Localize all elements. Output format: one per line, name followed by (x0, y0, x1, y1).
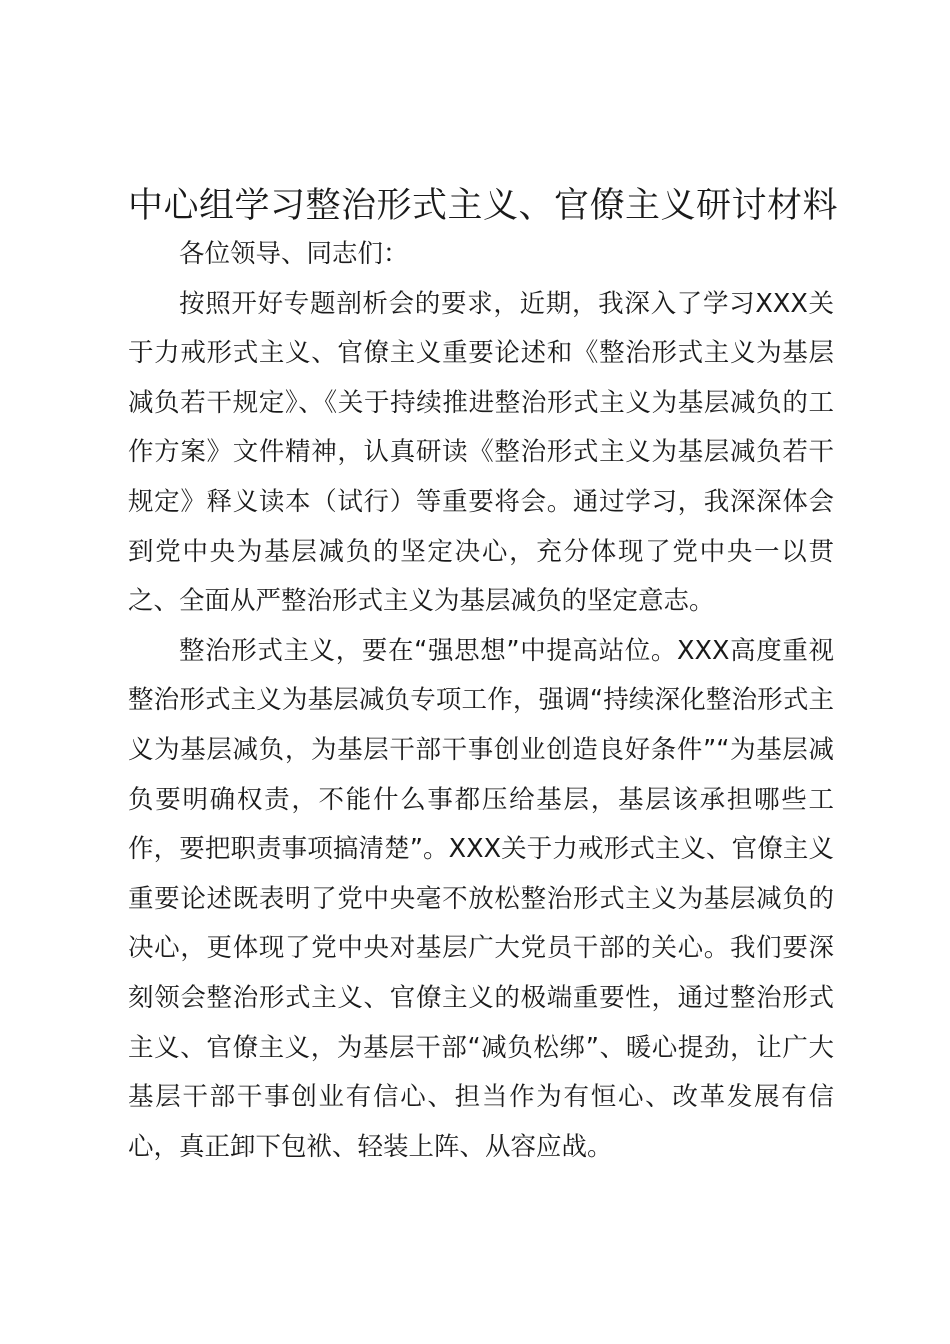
paragraph-strengthen-thinking: 整治形式主义，要在“强思想”中提高站位。XXX高度重视整治形式主义为基层减负专项工作，强调“持续深化整治形式主义为基层减负，为基层干部干事创业创造良好条件”“为基层减负要明确权责，不能什么事都压给基层，基层该承担哪些工作，要把职责事项搞清楚”。XXX关于力戒形式主义、官僚主义重要论述既表明了党中央毫不放松整治形式主义为基层减负的决心，更体现了党中央对基层广大党员干部的关心。我们要深刻领会整治形式主义、官僚主义的极端重要性，通过整治形式主义、官僚主义，为基层干部“减负松绑”、暖心提劲，让广大基层干部干事创业有信心、担当作为有恒心、改革发展有信心，真正卸下包袱、轻装上阵、从容应战。 (128, 635, 834, 1162)
document-body (128, 230, 834, 1172)
salutation: 各位领导、同志们： (179, 239, 409, 269)
paragraph-intro: 按照开好专题剖析会的要求，近期，我深入了学习XXX关于力戒形式主义、官僚主义重要论述和《整治形式主义为基层减负若干规定》、《关于持续推进整治形式主义为基层减负的工作方案》文件精神，认真研读《整治形式主义为基层减负若干规定》释义读本（试行）等重要将会。通过学习，我深深体会到党中央为基层减负的坚定决心，充分体现了党中央一以贯之、全面从严整治形式主义为基层减负的坚定意志。 (128, 288, 834, 617)
document-title: 中心组学习整治形式主义、官僚主义研讨材料 (128, 186, 839, 226)
